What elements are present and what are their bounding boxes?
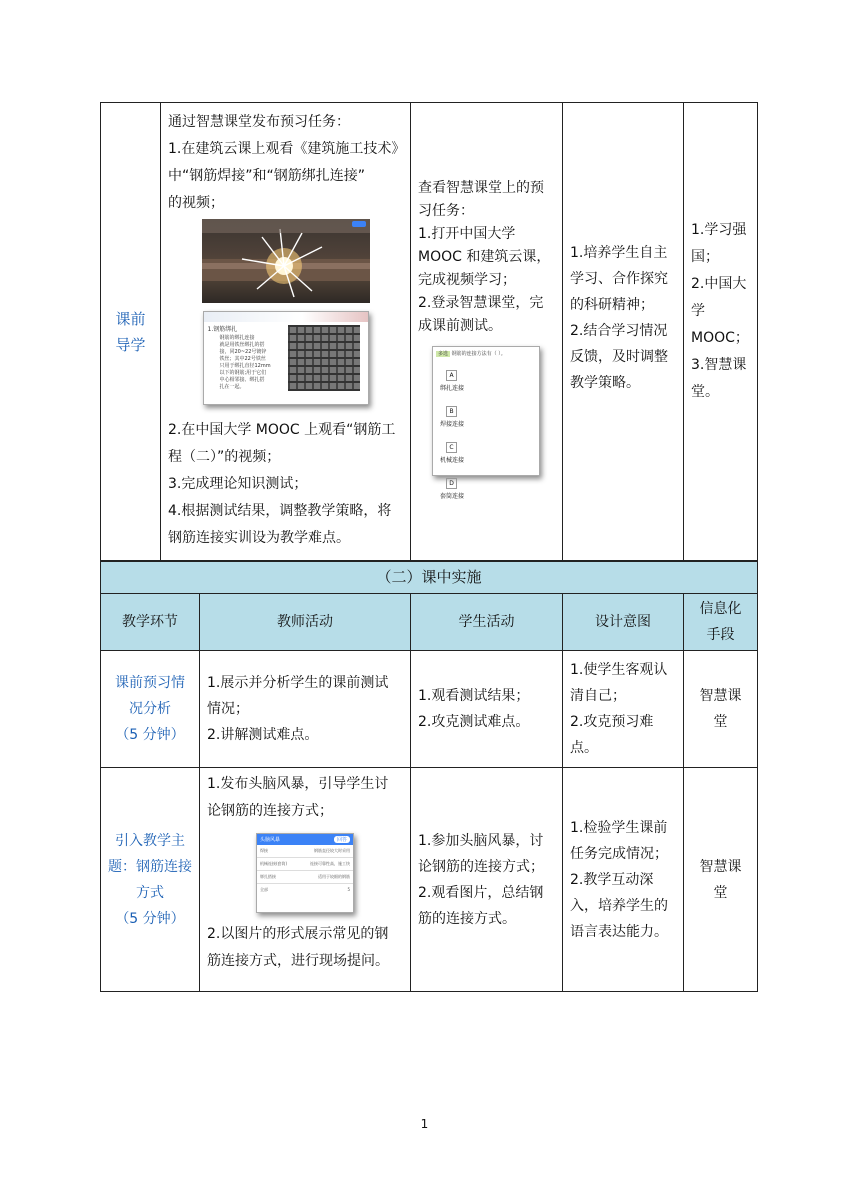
- row1-student-line: 2.攻克测试难点。: [418, 714, 530, 730]
- tools-line: 3.智慧课: [691, 357, 747, 373]
- row2-tools-line: 智慧课: [699, 858, 742, 875]
- intent-line: 2.结合学习情况: [570, 322, 668, 339]
- row1-intent-line: 1.使学生客观认: [570, 662, 668, 678]
- row1-teacher-line: 1.展示并分析学生的课前测试: [207, 675, 389, 691]
- row1-teacher-line: 情况；: [207, 701, 249, 717]
- doc-text-line: 钢筋的绑扎连接: [219, 335, 255, 341]
- tools-line: MOOC；: [691, 330, 749, 346]
- brainstorm-row-name: 机械连接(套筒): [260, 861, 288, 866]
- row1-teacher-line: 2.讲解测试难点。: [207, 727, 319, 743]
- teacher-item-1: 中“钢筋焊接”和“钢筋绑扎连接”: [168, 168, 366, 184]
- quiz-screenshot: [432, 346, 540, 500]
- welding-sparks-graphic: [202, 219, 370, 303]
- row2-stage-line: （5 分钟）: [115, 910, 185, 927]
- brainstorm-row-value: 钢筋直径较大时采用: [314, 848, 350, 853]
- teacher-item-2: 程（二）”的视频；: [168, 449, 281, 465]
- row2-intent-line: 2.教学互动深: [570, 871, 654, 888]
- header-tools: [684, 594, 758, 651]
- header-stage: 教学环节: [101, 594, 200, 651]
- row2-stage: [101, 768, 200, 992]
- header-tools-line: 信息化: [699, 601, 742, 617]
- brainstorm-row-value: 5: [347, 887, 350, 892]
- student-item-1: MOOC 和建筑云课，: [418, 249, 551, 265]
- doc-text-line: 就是用铁丝绑扎的搭: [219, 342, 265, 348]
- row2-student-line: 论钢筋的连接方式；: [418, 858, 544, 875]
- header-student: 学生活动: [411, 594, 563, 651]
- stage-line: 导学: [115, 335, 146, 354]
- row1-intent-line: 2.攻克预习难: [570, 714, 654, 730]
- rebar-mesh-photo: [288, 325, 360, 391]
- row1-student-line: 1.观看测试结果；: [418, 688, 530, 704]
- quiz-option-text: 套筒连接: [440, 493, 465, 500]
- row2-student: [411, 768, 563, 992]
- in-class-table: [100, 561, 758, 992]
- welding-photo: [202, 219, 370, 303]
- student-item-2: 2.登录智慧课堂，完: [418, 295, 544, 311]
- header-intent: 设计意图: [563, 594, 684, 651]
- quiz-question: 钢筋的连接方法有（ ）。: [451, 351, 506, 357]
- tools-line: 堂。: [691, 384, 719, 400]
- brainstorm-row-value: 适用于较细的钢筋: [318, 874, 350, 879]
- stage-line: 课前: [115, 309, 146, 328]
- quiz-option-key[interactable]: D: [446, 478, 457, 489]
- intent-line: 教学策略。: [570, 374, 640, 391]
- row1-stage-line: （5 分钟）: [115, 727, 185, 743]
- row2-intent-line: 1.检验学生课前: [570, 819, 668, 836]
- row1-tools-line: 智慧课: [699, 688, 742, 704]
- tools-line: 2.中国大: [691, 276, 747, 292]
- brainstorm-row-name: 全部: [260, 887, 268, 892]
- row1-stage-line: 课前预习情: [115, 675, 185, 691]
- row2-teacher-line: 2.以图片的形式展示常见的钢: [207, 926, 389, 942]
- section-title: （二）课中实施: [101, 562, 758, 594]
- stage-cell: [101, 103, 161, 561]
- brainstorm-row-name: 焊接: [260, 848, 268, 853]
- student-intro: 查看智慧课堂上的预: [418, 180, 544, 196]
- student-intro: 习任务：: [418, 203, 474, 219]
- row1-stage: [101, 651, 200, 768]
- row2-teacher-line: 论钢筋的连接方式；: [207, 803, 333, 819]
- row2-teacher-line: 1.发布头脑风暴，引导学生讨: [207, 776, 389, 792]
- doc-title: 1.钢筋绑扎: [207, 326, 238, 333]
- row2-intent-line: 语言表达能力。: [570, 923, 668, 940]
- row2-tools-line: 堂: [713, 884, 728, 901]
- teacher-item-1: 1.在建筑云课上观看《建筑施工技术》: [168, 141, 406, 157]
- tools-cell: [684, 103, 758, 561]
- student-activity-cell: [411, 103, 563, 561]
- intent-line: 的科研精神；: [570, 296, 654, 313]
- teacher-item-4: 钢筋连接实训设为教学难点。: [168, 530, 350, 546]
- header-tools-line: 手段: [706, 627, 735, 643]
- pre-class-table: [100, 102, 758, 561]
- tools-line: 1.学习强: [691, 222, 747, 238]
- row1-tools-line: 堂: [713, 714, 728, 730]
- teacher-item-2: 2.在中国大学 MOOC 上观看“钢筋工: [168, 422, 396, 438]
- row2-intent-line: 任务完成情况；: [570, 845, 668, 862]
- header-teacher: 教师活动: [200, 594, 411, 651]
- row2-tools: [684, 768, 758, 992]
- brainstorm-screenshot: [256, 833, 354, 913]
- student-item-1: 1.打开中国大学: [418, 226, 516, 242]
- row1-intent: [563, 651, 684, 768]
- row1-stage-line: 况分析: [129, 701, 171, 717]
- quiz-option-text: 绑扎连接: [440, 385, 465, 392]
- intent-cell: [563, 103, 684, 561]
- teacher-activity-cell: [161, 103, 411, 561]
- doc-text-line: 只用于绑扎直径12mm: [219, 363, 271, 369]
- row2-teacher-line: 筋连接方式，进行现场提问。: [207, 953, 389, 969]
- row1-student: [411, 651, 563, 768]
- intent-line: 学习、合作探究: [570, 270, 668, 287]
- teacher-item-4: 4.根据测试结果，调整教学策略，将: [168, 503, 392, 519]
- teacher-item-1: 的视频；: [168, 195, 224, 211]
- row2-student-line: 1.参加头脑风暴，讨: [418, 832, 544, 849]
- student-item-2: 成课前测试。: [418, 318, 502, 334]
- rebar-tying-doc-image: [203, 311, 369, 405]
- quiz-option-key[interactable]: C: [446, 442, 457, 453]
- brainstorm-title: 头脑风暴: [260, 837, 281, 843]
- doc-text-line: 扎在一起。: [219, 384, 245, 390]
- tools-line: 国；: [691, 249, 719, 265]
- tools-line: 学: [691, 303, 705, 319]
- row2-intent-line: 入，培养学生的: [570, 897, 668, 914]
- intent-line: 反馈，及时调整: [570, 348, 668, 365]
- doc-text-line: 接，同20~22号镀锌: [219, 349, 267, 355]
- intent-line: 1.培养学生自主: [570, 244, 668, 261]
- quiz-tag: 多选: [438, 351, 449, 357]
- doc-text-line: 中心相邻接、绑扎搭: [219, 377, 265, 383]
- doc-text-line: 以下的钢筋;用于它们: [219, 370, 267, 376]
- row1-intent-line: 点。: [570, 740, 598, 756]
- brainstorm-row-name: 绑扎搭接: [260, 874, 276, 879]
- row2-student-line: 筋的连接方式。: [418, 910, 516, 927]
- quiz-option-text: 机械连接: [440, 457, 465, 464]
- doc-text-line: 铁丝；其中22号铁丝: [219, 356, 266, 362]
- teacher-intro: 通过智慧课堂发布预习任务：: [168, 114, 350, 130]
- brainstorm-row-value: 连接可靠性高，施工快: [310, 861, 350, 866]
- row2-teacher: [200, 768, 411, 992]
- quiz-option-key[interactable]: B: [446, 406, 457, 417]
- quiz-option-text: 焊接连接: [440, 421, 465, 428]
- teacher-item-3: 3.完成理论知识测试；: [168, 476, 308, 492]
- row2-student-line: 2.观看图片，总结钢: [418, 884, 544, 901]
- page-number: 1: [420, 1117, 429, 1131]
- row2-intent: [563, 768, 684, 992]
- student-item-1: 完成视频学习；: [418, 272, 516, 288]
- row1-intent-line: 清自己；: [570, 688, 626, 704]
- row2-stage-line: 方式: [136, 884, 164, 901]
- row1-tools: [684, 651, 758, 768]
- row2-stage-line: 题：钢筋连接: [108, 858, 192, 875]
- row1-teacher: [200, 651, 411, 768]
- quiz-option-key[interactable]: A: [446, 370, 457, 381]
- row2-stage-line: 引入教学主: [115, 832, 185, 849]
- brainstorm-answer-button[interactable]: 回答: [334, 836, 350, 843]
